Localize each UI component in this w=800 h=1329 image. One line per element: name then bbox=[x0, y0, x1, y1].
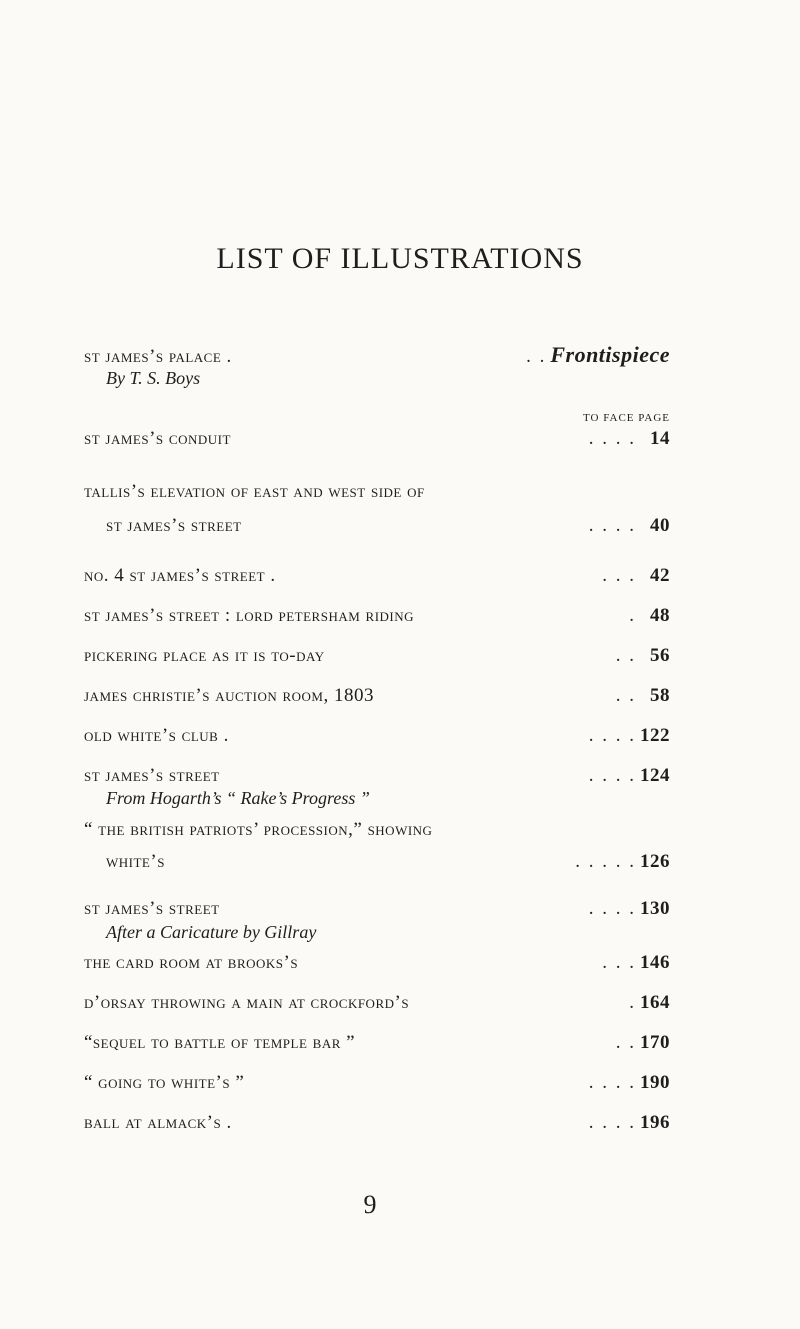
list-item bbox=[84, 479, 670, 539]
leader-dots: . . bbox=[615, 685, 636, 706]
leader-dots: . . . . bbox=[588, 1112, 636, 1133]
entry-page: 14 bbox=[650, 428, 670, 449]
entry-page: 130 bbox=[640, 898, 670, 919]
entry-title-continued: st james’s street bbox=[106, 515, 242, 536]
list-item bbox=[84, 342, 670, 370]
list-item bbox=[84, 990, 670, 1016]
list-item bbox=[84, 896, 670, 922]
leader-dots: . . . . . bbox=[575, 851, 636, 872]
list-item bbox=[84, 723, 670, 749]
entry-title: the card room at brooks’s bbox=[84, 952, 299, 973]
entry-title: st james’s palace . bbox=[84, 346, 232, 367]
entry-page: 170 bbox=[640, 1032, 670, 1053]
entry-title: st james’s street : lord petersham riding bbox=[84, 605, 415, 626]
entry-title: st james’s conduit bbox=[84, 428, 231, 449]
entry-title: “ the british patriots’ procession,” showing bbox=[84, 819, 433, 840]
entry-page: 42 bbox=[650, 565, 670, 586]
entry-page: Frontispiece bbox=[550, 342, 670, 367]
list-item bbox=[84, 683, 670, 709]
leader-dots: . . . . bbox=[588, 1072, 636, 1093]
entry-page: 126 bbox=[640, 851, 670, 872]
list-item bbox=[84, 763, 670, 789]
entry-title: d’orsay throwing a main at crockford’s bbox=[84, 992, 410, 1013]
entry-title-continued: white’s bbox=[106, 851, 165, 872]
entry-page: 48 bbox=[650, 605, 670, 626]
entry-title: “ going to white’s ” bbox=[84, 1072, 245, 1093]
list-item bbox=[84, 603, 670, 629]
list-item bbox=[84, 563, 670, 589]
entry-page: 124 bbox=[640, 765, 670, 786]
entry-title: james christie’s auction room, 1803 bbox=[84, 685, 374, 706]
leader-dots: . . . . bbox=[588, 898, 636, 919]
entry-page: 58 bbox=[650, 685, 670, 706]
list-item bbox=[84, 1030, 670, 1056]
list-item bbox=[84, 643, 670, 669]
leader-dots: . bbox=[629, 605, 636, 626]
leader-dots: . . . . bbox=[588, 765, 636, 786]
leader-dots: . . bbox=[615, 645, 636, 666]
leader-dots: . bbox=[629, 992, 636, 1013]
entry-title: ball at almack’s . bbox=[84, 1112, 232, 1133]
entry-title: tallis’s elevation of east and west side of bbox=[84, 481, 425, 502]
entry-page: 164 bbox=[640, 992, 670, 1013]
page-number: 9 bbox=[363, 1190, 377, 1219]
entry-page: 122 bbox=[640, 725, 670, 746]
list-item bbox=[84, 426, 670, 452]
list-item bbox=[84, 1110, 670, 1136]
leader-dots: . . bbox=[526, 346, 547, 367]
page-title: LIST OF ILLUSTRATIONS bbox=[216, 242, 584, 276]
entry-title: “sequel to battle of temple bar ” bbox=[84, 1032, 356, 1053]
to-face-page-label: TO FACE PAGE bbox=[583, 412, 670, 424]
leader-dots: . . . bbox=[602, 952, 636, 973]
entry-title: st james’s street bbox=[84, 765, 220, 786]
list-item bbox=[84, 950, 670, 976]
entry-credit: By T. S. Boys bbox=[106, 368, 201, 388]
entry-credit: After a Caricature by Gillray bbox=[106, 922, 317, 942]
entry-page: 146 bbox=[640, 952, 670, 973]
leader-dots: . . bbox=[615, 1032, 636, 1053]
leader-dots: . . . . bbox=[588, 428, 636, 449]
entry-credit: From Hogarth’s “ Rake’s Progress ” bbox=[106, 788, 370, 808]
entry-title: old white’s club . bbox=[84, 725, 229, 746]
entry-page: 196 bbox=[640, 1112, 670, 1133]
list-item bbox=[84, 817, 670, 875]
leader-dots: . . . . bbox=[588, 725, 636, 746]
entry-title: st james’s street bbox=[84, 898, 220, 919]
entry-title: no. 4 st james’s street . bbox=[84, 565, 276, 586]
entry-page: 40 bbox=[650, 515, 670, 536]
leader-dots: . . . bbox=[602, 565, 636, 586]
entry-title: pickering place as it is to-day bbox=[84, 645, 325, 666]
leader-dots: . . . . bbox=[588, 515, 636, 536]
list-item bbox=[84, 1070, 670, 1096]
entry-page: 190 bbox=[640, 1072, 670, 1093]
entry-page: 56 bbox=[650, 645, 670, 666]
